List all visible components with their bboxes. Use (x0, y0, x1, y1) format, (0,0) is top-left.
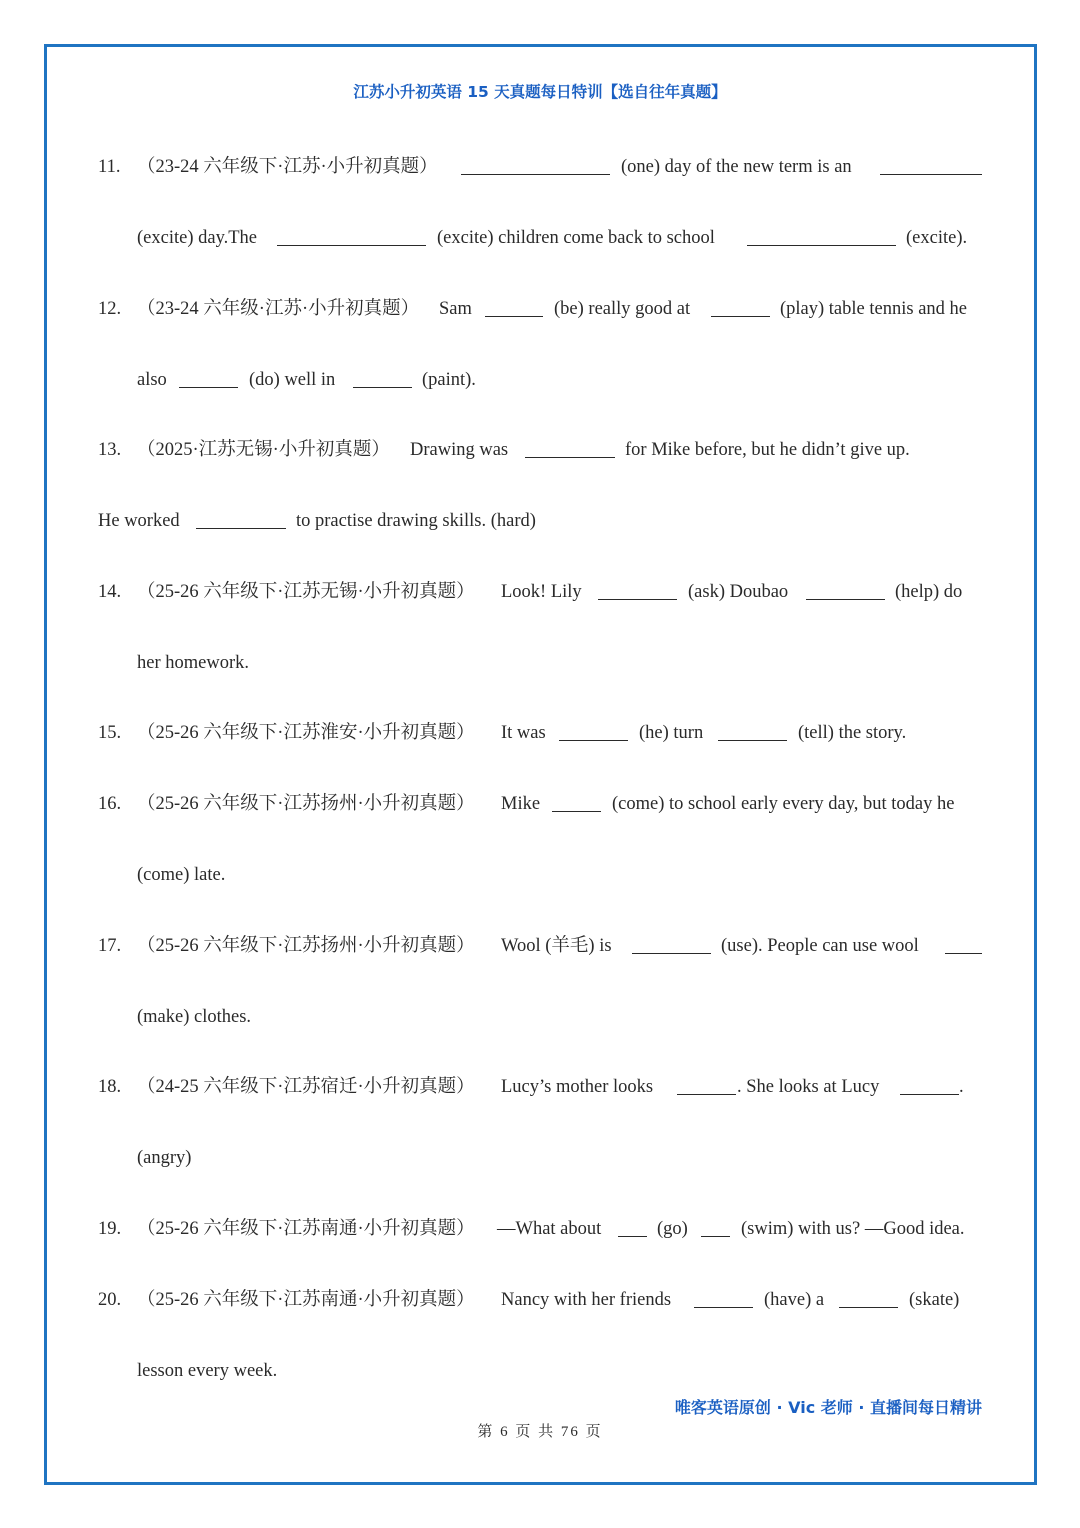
question-number: 14. (98, 582, 122, 602)
page-border (44, 44, 1037, 1485)
question-source: （25-26 六年级下·江苏扬州·小升初真题） (137, 794, 475, 814)
question-text: (excite) children come back to school (437, 228, 715, 248)
question-text: her homework. (137, 653, 249, 673)
question-source: （2025·江苏无锡·小升初真题） (137, 440, 390, 460)
question-text: . (959, 1077, 964, 1097)
question-text: —What about (497, 1219, 602, 1239)
question-number: 11. (98, 157, 121, 177)
answer-blank[interactable] (552, 811, 601, 812)
question-text: Mike (501, 794, 541, 814)
question-text: (paint). (422, 370, 476, 390)
answer-blank[interactable] (179, 387, 238, 388)
question-text: (come) to school early every day, but today he (612, 794, 955, 814)
question-number: 19. (98, 1219, 122, 1239)
question-source: （24-25 六年级下·江苏宿迁·小升初真题） (137, 1077, 475, 1097)
question-number: 16. (98, 794, 122, 814)
question-text: to practise drawing skills. (hard) (296, 511, 536, 531)
answer-blank[interactable] (880, 174, 982, 175)
question-source: （25-26 六年级下·江苏南通·小升初真题） (137, 1290, 475, 1310)
answer-blank[interactable] (485, 316, 543, 317)
page-number: 第 6 页 共 76 页 (477, 1424, 603, 1440)
question-text: for Mike before, but he didn’t give up. (625, 440, 910, 460)
answer-blank[interactable] (694, 1307, 753, 1308)
question-text: (ask) Doubao (688, 582, 789, 602)
question-source: （23-24 六年级·江苏·小升初真题） (137, 299, 420, 319)
answer-blank[interactable] (461, 174, 610, 175)
answer-blank[interactable] (525, 457, 615, 458)
answer-blank[interactable] (701, 1236, 730, 1237)
question-source: （25-26 六年级下·江苏扬州·小升初真题） (137, 936, 475, 956)
question-text: (tell) the story. (798, 723, 907, 743)
question-text: It was (501, 723, 546, 743)
question-text: (one) day of the new term is an (621, 157, 852, 177)
question-text: (play) table tennis and he (780, 299, 967, 319)
question-number: 13. (98, 440, 122, 460)
question-number: 20. (98, 1290, 122, 1310)
answer-blank[interactable] (945, 953, 982, 954)
question-text: He worked (98, 511, 180, 531)
question-text: (be) really good at (554, 299, 691, 319)
question-text: Wool (羊毛) is (501, 936, 612, 956)
question-text: (he) turn (639, 723, 704, 743)
question-source: （25-26 六年级下·江苏无锡·小升初真题） (137, 582, 475, 602)
question-text: (excite) day.The (137, 228, 258, 248)
answer-blank[interactable] (711, 316, 770, 317)
question-text: . She looks at Lucy (737, 1077, 880, 1097)
answer-blank[interactable] (632, 953, 711, 954)
question-source: （25-26 六年级下·江苏南通·小升初真题） (137, 1219, 475, 1239)
answer-blank[interactable] (839, 1307, 898, 1308)
question-number: 18. (98, 1077, 122, 1097)
page-title: 江苏小升初英语 15 天真题每日特训【选自往年真题】 (353, 83, 727, 101)
answer-blank[interactable] (353, 387, 412, 388)
question-source: （23-24 六年级下·江苏·小升初真题） (137, 157, 438, 177)
question-text: (angry) (137, 1148, 192, 1168)
question-text: Nancy with her friends (501, 1290, 672, 1310)
question-text: Lucy’s mother looks (501, 1077, 654, 1097)
question-text: lesson every week. (137, 1361, 278, 1381)
question-text: (skate) (909, 1290, 960, 1310)
answer-blank[interactable] (618, 1236, 647, 1237)
answer-blank[interactable] (900, 1094, 959, 1095)
question-text: Look! Lily (501, 582, 582, 602)
question-text: (use). People can use wool (721, 936, 919, 956)
footer-brand: 唯客英语原创 · Vic 老师 · 直播间每日精讲 (674, 1398, 982, 1417)
answer-blank[interactable] (747, 245, 896, 246)
question-text: (help) do (895, 582, 963, 602)
answer-blank[interactable] (718, 740, 787, 741)
question-text: (make) clothes. (137, 1007, 252, 1027)
question-text: also (137, 370, 167, 390)
question-number: 15. (98, 723, 122, 743)
answer-blank[interactable] (677, 1094, 736, 1095)
question-source: （25-26 六年级下·江苏淮安·小升初真题） (137, 723, 475, 743)
question-text: (go) (657, 1219, 688, 1239)
question-text: (swim) with us? —Good idea. (741, 1219, 965, 1239)
answer-blank[interactable] (196, 528, 286, 529)
answer-blank[interactable] (598, 599, 677, 600)
question-text: (have) a (764, 1290, 825, 1310)
answer-blank[interactable] (277, 245, 426, 246)
question-text: (excite). (906, 228, 968, 248)
question-number: 17. (98, 936, 122, 956)
question-text: (do) well in (249, 370, 336, 390)
answer-blank[interactable] (559, 740, 628, 741)
question-text: Drawing was (410, 440, 509, 460)
question-text: Sam (439, 299, 472, 319)
answer-blank[interactable] (806, 599, 885, 600)
question-text: (come) late. (137, 865, 226, 885)
question-number: 12. (98, 299, 122, 319)
